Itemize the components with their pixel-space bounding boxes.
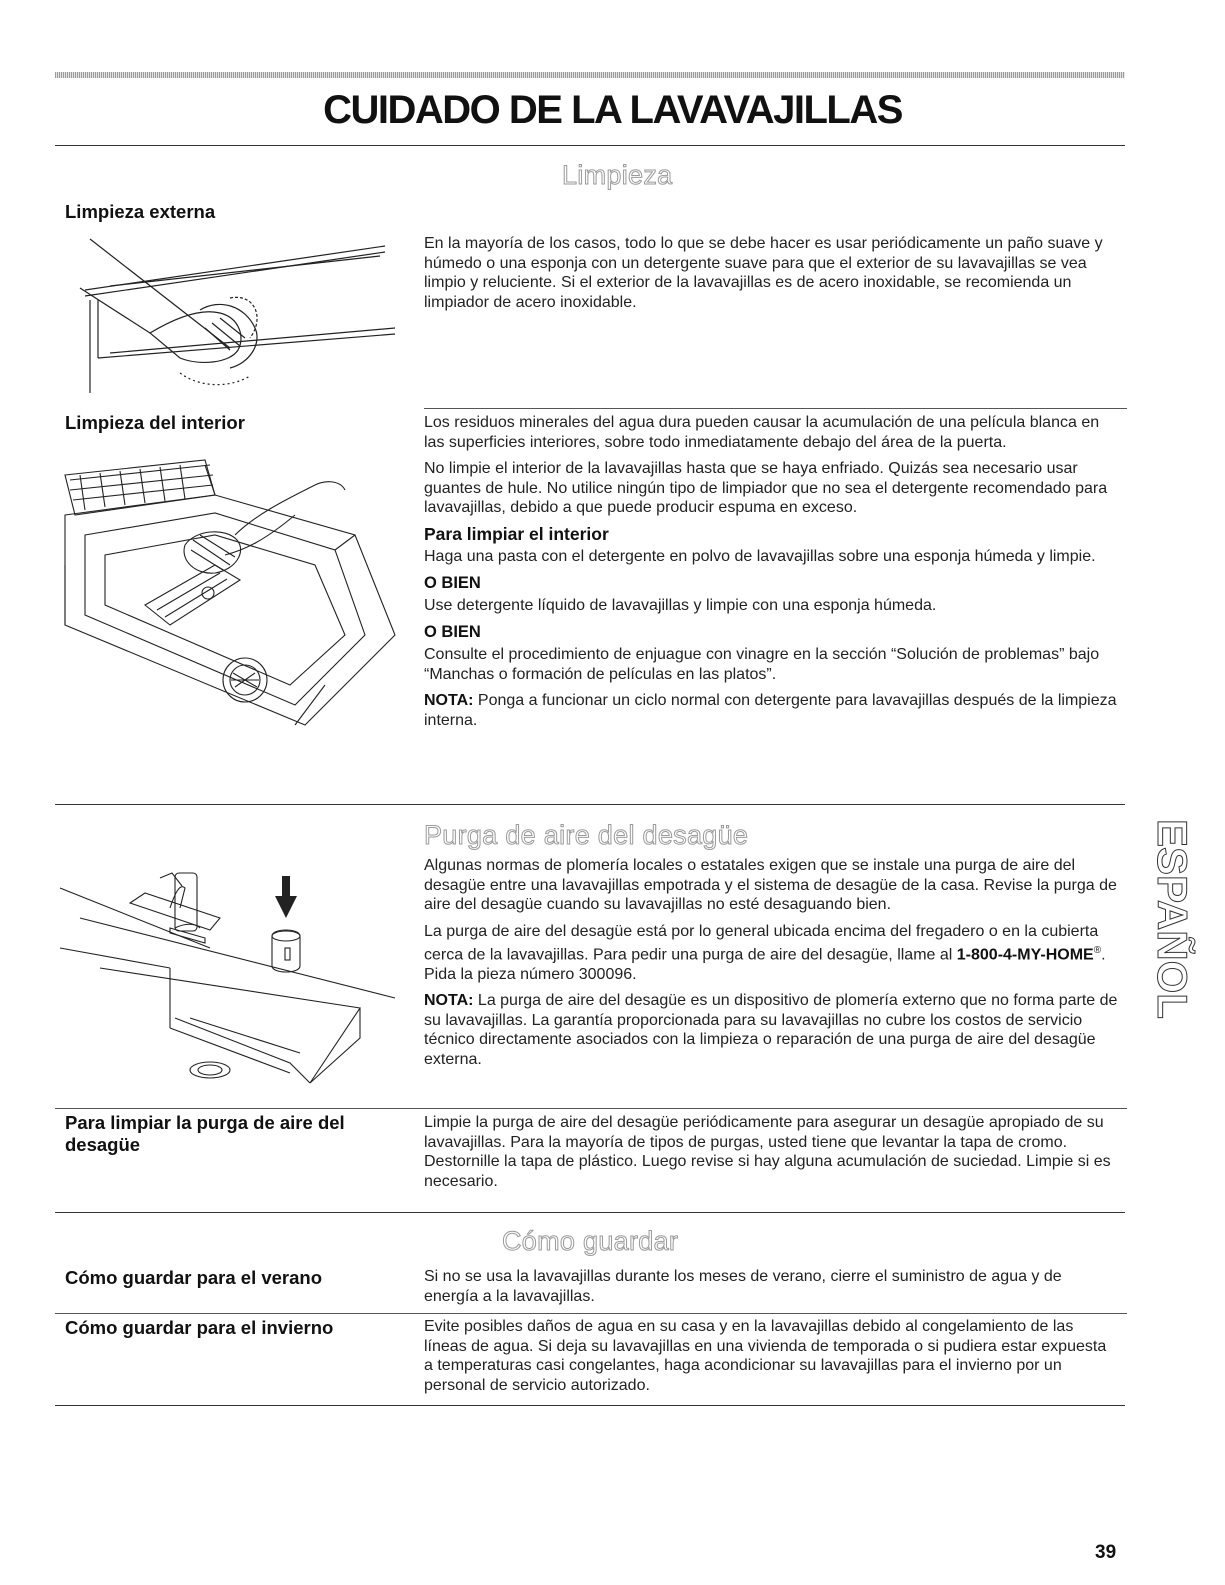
limpieza-externa-text xyxy=(424,234,1119,319)
divider-interior xyxy=(424,408,1127,409)
guardar-verano-paragraph: Si no se usa la lavavajillas durante los meses de verano, cierre el suministro de agua y de energía a la lavavajillas. xyxy=(424,1268,1062,1305)
purga-limpiar-heading: Para limpiar la purga de aire del desagüe xyxy=(65,1112,345,1155)
interior-paragraph-3: Haga una pasta con el detergente en polvo de lavavajillas sobre una esponja húmeda y limpie. xyxy=(424,548,1096,565)
purga-p2-text-a: La purga de aire del desagüe está por lo general ubicada encima del fregadero o en la cubierta cerca de la lavavajillas. Para pedir una purga de aire del desagüe, llame al xyxy=(424,922,1099,964)
purga-limpiar-text xyxy=(424,1113,1119,1198)
section-title-guardar: Cómo guardar xyxy=(502,1226,679,1256)
registered-mark: ® xyxy=(1093,945,1102,956)
language-side-tab xyxy=(1148,815,1196,1055)
air-gap-illustration xyxy=(60,858,405,1093)
purga-nota xyxy=(424,991,1119,1069)
purga-nota-text: La purga de aire del desagüe es un dispositivo de plomería externo que no forma parte de su lavavajillas. La garantía proporcionada para su lavavajillas no cubre los costos de servicio técnico directamente asociados con la limpieza o reparación de una purga de aire del desagüe externa. xyxy=(424,992,1118,1068)
guardar-verano-text xyxy=(424,1267,1119,1313)
purga-limpiar-paragraph: Limpie la purga de aire del desagüe periódicamente para asegurar un desagüe apropiado de su lavavajillas. Para la mayoría de tipos de purgas, usted tiene que levantar la tapa de cromo. Destornille la tapa de plástico. Luego revise si hay alguna acumulación de suciedad. Limpie si es necesario. xyxy=(424,1114,1111,1190)
nota-label: NOTA: xyxy=(424,692,474,709)
title-rule xyxy=(55,145,1125,146)
interior-paragraph-5: Consulte el procedimiento de enjuague con vinagre en la sección “Solución de problemas” bajo “Manchas o formación de películas en las platos”. xyxy=(424,646,1100,683)
purga-p2-text-b: . Pida la pieza número 300096. xyxy=(424,946,1106,983)
page-number: 39 xyxy=(1095,1542,1117,1563)
limpieza-interior-text xyxy=(424,413,1119,737)
side-tab-label: ESPAÑOL xyxy=(1149,819,1196,1019)
section-rule-purga xyxy=(55,804,1125,805)
interior-nota xyxy=(424,691,1119,730)
header-band xyxy=(55,72,1125,78)
divider-purga-limpiar xyxy=(55,1108,1127,1109)
purga-text xyxy=(424,856,1119,1076)
purga-paragraph-2 xyxy=(424,922,1119,985)
limpieza-externa-paragraph: En la mayoría de los casos, todo lo que se debe hacer es usar periódicamente un paño suave y húmedo o una esponja con un detergente suave para que el exterior de su lavavajillas se vea limpio y reluciente. Si el exterior de la lavavajillas es de acero inoxidable, se recomienda un limpiador de acero inoxidable. xyxy=(424,235,1103,311)
phone-number: 1-800-4-MY-HOME xyxy=(956,946,1094,964)
guardar-invierno-paragraph: Evite posibles daños de agua en su casa y en la lavavajillas debido al congelamiento de las líneas de agua. Si deja su lavavajillas en una vivienda de temporada o si pudiera estar expuesta a temperaturas casi congelantes, haga acondicionar su lavavajillas para el invierno por un personal de servicio autorizado. xyxy=(424,1318,1107,1394)
para-limpiar-interior-heading: Para limpiar el interior xyxy=(424,523,609,544)
section-title-limpieza: Limpieza xyxy=(562,160,673,190)
guardar-verano-heading: Cómo guardar para el verano xyxy=(65,1267,323,1288)
bottom-rule xyxy=(55,1405,1125,1406)
divider-invierno xyxy=(55,1313,1127,1314)
guardar-invierno-text xyxy=(424,1317,1119,1402)
section-rule-guardar xyxy=(55,1212,1125,1213)
purga-paragraph-1: Algunas normas de plomería locales o estatales exigen que se instale una purga de aire del desagüe entre una lavavajillas empotrada y el sistema de desagüe de la casa. Revise la purga de aire del desagüe cuando su lavavajillas no esté desaguando bien. xyxy=(424,857,1117,913)
interior-paragraph-2: No limpie el interior de la lavavajillas hasta que se haya enfriado. Quizás sea necesario usar guantes de hule. No utilice ningún tipo de limpiador que no sea el detergente recomendado para lavavajillas, debido a que puede producir espuma en exceso. xyxy=(424,460,1108,516)
nota-text: Ponga a funcionar un ciclo normal con detergente para lavavajillas después de la limpieza interna. xyxy=(424,692,1117,729)
o-bien-label-1: O BIEN xyxy=(424,573,481,592)
interior-cleaning-illustration xyxy=(65,455,415,730)
o-bien-label-2: O BIEN xyxy=(424,622,481,641)
section-title-purga: Purga de aire del desagüe xyxy=(424,820,749,850)
page-title: CUIDADO DE LA LAVAVAJILLAS xyxy=(323,88,902,132)
interior-paragraph-4: Use detergente líquido de lavavajillas y limpie con una esponja húmeda. xyxy=(424,597,937,614)
limpieza-externa-heading: Limpieza externa xyxy=(65,201,216,222)
limpieza-interior-heading: Limpieza del interior xyxy=(65,412,245,433)
interior-paragraph-1: Los residuos minerales del agua dura pueden causar la acumulación de una película blanca en las superficies interiores, sobre todo inmediatamente debajo del área de la puerta. xyxy=(424,414,1100,451)
purga-nota-label: NOTA: xyxy=(424,992,474,1010)
exterior-cleaning-illustration xyxy=(80,238,400,398)
guardar-invierno-heading: Cómo guardar para el invierno xyxy=(65,1317,334,1338)
